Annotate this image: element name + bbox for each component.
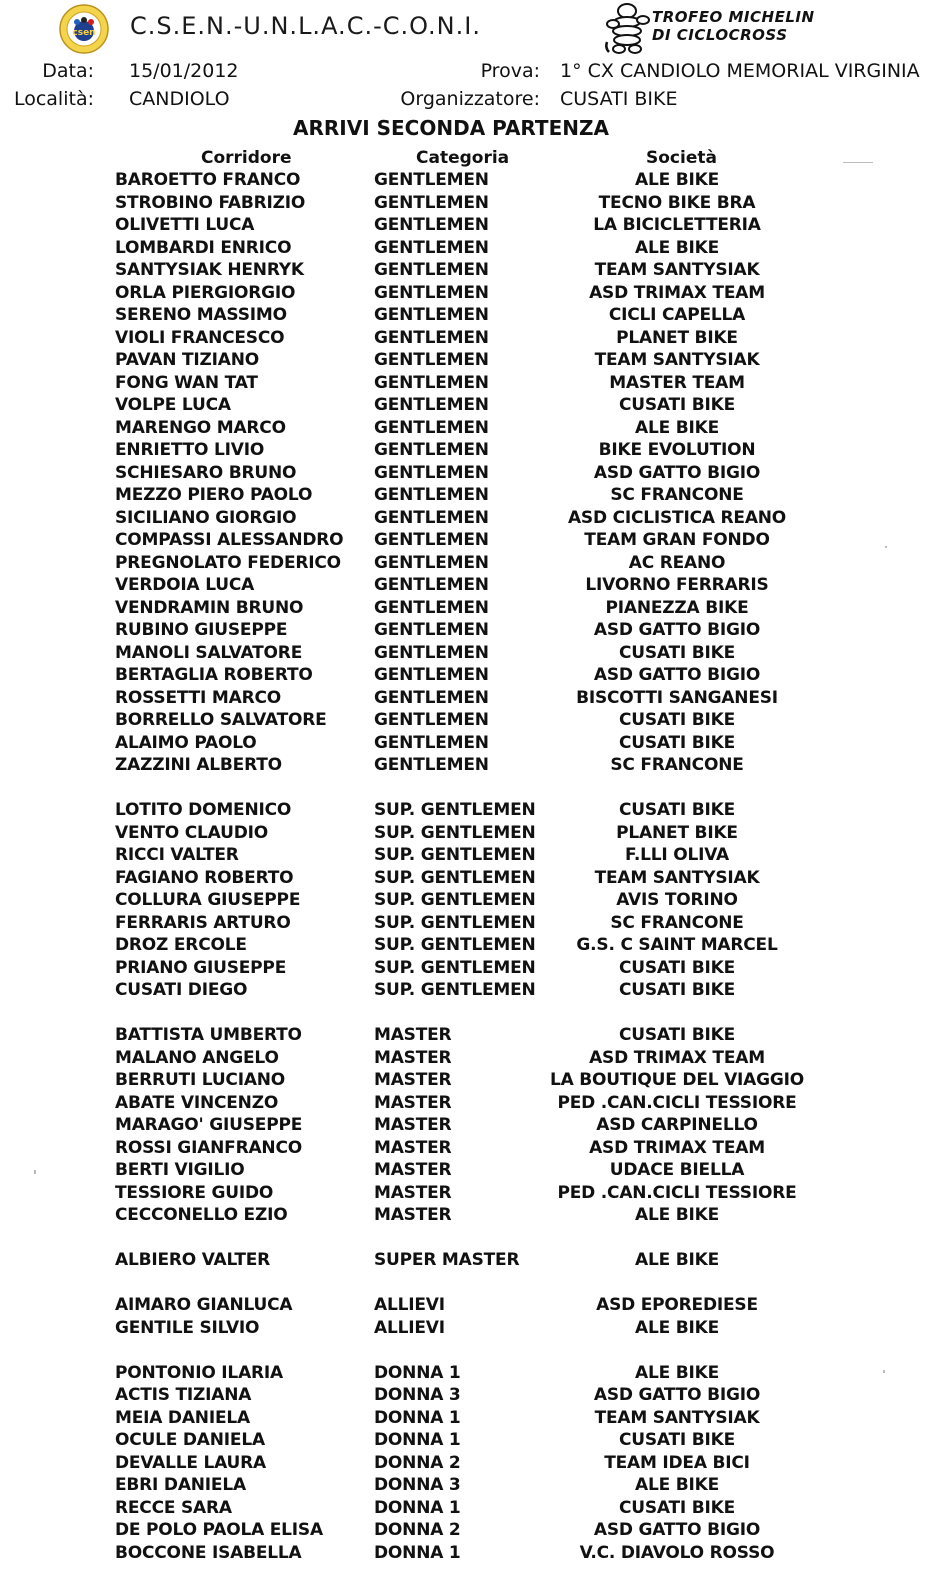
rider-team: ALE BIKE xyxy=(635,1362,719,1383)
rider-team: LA BOUTIQUE DEL VIAGGIO xyxy=(549,1070,805,1090)
rider-name: RECCE SARA xyxy=(115,1497,232,1518)
rider-category: MASTER xyxy=(374,1025,452,1045)
rider-team: ASD TRIMAX TEAM xyxy=(589,1047,765,1068)
rider-name: FERRARIS ARTURO xyxy=(115,912,291,933)
rider-name: LOMBARDI ENRICO xyxy=(115,237,292,258)
rider-name: MANOLI SALVATORE xyxy=(115,642,303,663)
table-row xyxy=(0,1318,945,1341)
rider-category: GENTLEMEN xyxy=(374,417,489,438)
rider-category: ALLIEVI xyxy=(374,1317,445,1338)
table-row xyxy=(0,868,945,891)
michelin-title xyxy=(652,8,815,44)
table-row xyxy=(0,1430,945,1453)
rider-category: GENTLEMEN xyxy=(374,282,489,303)
column-header-corridore: Corridore xyxy=(201,148,292,168)
page-title: ARRIVI SECONDA PARTENZA xyxy=(293,116,609,140)
rider-team: PIANEZZA BIKE xyxy=(605,597,749,618)
rider-category: DONNA 1 xyxy=(374,1430,461,1450)
rider-category: GENTLEMEN xyxy=(374,710,489,730)
rider-name: GENTILE SILVIO xyxy=(115,1317,260,1338)
table-row xyxy=(0,1385,945,1408)
table-row xyxy=(0,1205,945,1228)
rider-name: ENRIETTO LIVIO xyxy=(115,440,265,460)
group-spacer xyxy=(0,1340,945,1363)
rider-category: MASTER xyxy=(374,1182,452,1203)
rider-category: GENTLEMEN xyxy=(374,620,489,640)
table-row xyxy=(0,1070,945,1093)
column-header-societa: Società xyxy=(646,148,717,168)
rider-name: DEVALLE LAURA xyxy=(115,1452,266,1473)
rider-team: G.S. C SAINT MARCEL xyxy=(576,935,778,955)
rider-team: TEAM IDEA BICI xyxy=(604,1452,750,1473)
table-row xyxy=(0,1453,945,1476)
michelin-man-icon xyxy=(603,2,651,56)
rider-name: SANTYSIAK HENRYK xyxy=(115,260,304,280)
rider-team: CUSATI BIKE xyxy=(618,710,736,730)
rider-name: ABATE VINCENZO xyxy=(115,1092,279,1113)
table-row xyxy=(0,688,945,711)
rider-name: FONG WAN TAT xyxy=(115,372,258,393)
rider-team: BISCOTTI SANGANESI xyxy=(576,687,778,708)
rider-team: TEAM SANTYSIAK xyxy=(594,350,760,370)
rider-category: GENTLEMEN xyxy=(374,372,489,393)
table-row xyxy=(0,823,945,846)
rider-name: BERTAGLIA ROBERTO xyxy=(115,665,313,685)
rider-team: V.C. DIAVOLO ROSSO xyxy=(579,1542,775,1563)
rider-category: GENTLEMEN xyxy=(374,260,489,280)
rider-team: TEAM SANTYSIAK xyxy=(594,867,760,888)
table-row xyxy=(0,395,945,418)
rider-category: GENTLEMEN xyxy=(374,350,489,370)
rider-team: SC FRANCONE xyxy=(610,755,744,775)
rider-category: MASTER xyxy=(374,1070,452,1090)
table-row xyxy=(0,1048,945,1071)
table-row xyxy=(0,800,945,823)
org-title: C.S.E.N.-U.N.L.A.C.-C.O.N.I. xyxy=(130,12,481,40)
rider-name: VENDRAMIN BRUNO xyxy=(115,597,304,618)
table-row xyxy=(0,1160,945,1183)
rider-category: ALLIEVI xyxy=(374,1295,445,1315)
rider-category: GENTLEMEN xyxy=(374,305,489,325)
table-row xyxy=(0,328,945,351)
rider-category: GENTLEMEN xyxy=(374,170,489,190)
rider-name: DROZ ERCOLE xyxy=(115,935,247,955)
rider-team: ALE BIKE xyxy=(635,1250,719,1270)
table-row xyxy=(0,418,945,441)
localita-value: CANDIOLO xyxy=(129,88,230,110)
rider-category: DONNA 1 xyxy=(374,1497,461,1518)
table-row xyxy=(0,530,945,553)
rider-category: GENTLEMEN xyxy=(374,732,489,753)
rider-team: CUSATI BIKE xyxy=(618,642,736,663)
rider-name: MALANO ANGELO xyxy=(115,1047,279,1068)
rider-team: LIVORNO FERRARIS xyxy=(585,575,769,595)
rider-team: ALE BIKE xyxy=(635,170,719,190)
rider-name: SICILIANO GIORGIO xyxy=(115,507,297,528)
rider-name: MARAGO' GIUSEPPE xyxy=(115,1115,303,1135)
rider-team: LA BICICLETTERIA xyxy=(593,215,761,235)
rider-team: TECNO BIKE BRA xyxy=(598,192,756,213)
rider-category: DONNA 2 xyxy=(374,1520,461,1540)
rider-team: CUSATI BIKE xyxy=(618,732,736,753)
table-row xyxy=(0,1025,945,1048)
rider-team: PLANET BIKE xyxy=(616,822,738,843)
rider-category: SUP. GENTLEMEN xyxy=(374,890,536,910)
rider-team: ALE BIKE xyxy=(635,1205,719,1225)
rider-name: MARENGO MARCO xyxy=(115,417,286,438)
rider-name: PONTONIO ILARIA xyxy=(115,1362,283,1383)
table-row xyxy=(0,755,945,778)
rider-name: DE POLO PAOLA ELISA xyxy=(115,1520,323,1540)
rider-team: F.LLI OLIVA xyxy=(624,845,730,865)
rider-name: VENTO CLAUDIO xyxy=(115,822,268,843)
rider-name: OCULE DANIELA xyxy=(115,1430,265,1450)
rider-name: SERENO MASSIMO xyxy=(115,305,287,325)
csen-logo-icon xyxy=(55,4,113,54)
table-row xyxy=(0,643,945,666)
rider-team: TEAM SANTYSIAK xyxy=(594,1407,760,1428)
rider-team: AVIS TORINO xyxy=(616,890,738,910)
rider-category: GENTLEMEN xyxy=(374,192,489,213)
table-row xyxy=(0,1475,945,1498)
table-row xyxy=(0,215,945,238)
rider-team: ASD GATTO BIGIO xyxy=(593,620,761,640)
rider-name: SCHIESARO BRUNO xyxy=(115,462,297,483)
organizzatore-label: Organizzatore: xyxy=(400,88,540,110)
rider-category: SUP. GENTLEMEN xyxy=(374,957,536,978)
rider-category: GENTLEMEN xyxy=(374,530,489,550)
rider-name: ROSSETTI MARCO xyxy=(115,687,281,708)
rider-name: CUSATI DIEGO xyxy=(115,980,248,1000)
table-row xyxy=(0,553,945,576)
rider-team: ASD TRIMAX TEAM xyxy=(589,1137,765,1158)
rider-name: FAGIANO ROBERTO xyxy=(115,867,294,888)
table-row xyxy=(0,710,945,733)
rider-category: GENTLEMEN xyxy=(374,395,489,415)
rider-team: CUSATI BIKE xyxy=(618,957,736,978)
rider-name: CECCONELLO EZIO xyxy=(115,1205,288,1225)
table-row xyxy=(0,1543,945,1566)
rider-team: SC FRANCONE xyxy=(610,485,744,505)
rider-team: CUSATI BIKE xyxy=(618,1025,736,1045)
rider-team: ASD TRIMAX TEAM xyxy=(589,282,765,303)
rider-name: PAVAN TIZIANO xyxy=(115,350,260,370)
rider-category: MASTER xyxy=(374,1115,452,1135)
rider-name: BAROETTO FRANCO xyxy=(115,170,301,190)
rider-category: GENTLEMEN xyxy=(374,440,489,460)
table-row xyxy=(0,485,945,508)
rider-name: ZAZZINI ALBERTO xyxy=(115,755,282,775)
table-row xyxy=(0,1498,945,1521)
table-row xyxy=(0,305,945,328)
rider-category: GENTLEMEN xyxy=(374,462,489,483)
rider-team: ASD GATTO BIGIO xyxy=(593,1385,761,1405)
rider-name: BORRELLO SALVATORE xyxy=(115,710,327,730)
rider-team: CUSATI BIKE xyxy=(618,1497,736,1518)
rider-name: ALAIMO PAOLO xyxy=(115,732,257,753)
table-row xyxy=(0,350,945,373)
rider-team: UDACE BIELLA xyxy=(609,1160,745,1180)
rider-category: SUP. GENTLEMEN xyxy=(374,800,536,820)
table-row xyxy=(0,260,945,283)
rider-name: VERDOIA LUCA xyxy=(115,575,255,595)
table-row xyxy=(0,1138,945,1161)
rider-name: BERTI VIGILIO xyxy=(115,1160,245,1180)
rider-team: PED .CAN.CICLI TESSIORE xyxy=(557,1092,797,1113)
rider-name: TESSIORE GUIDO xyxy=(115,1182,274,1203)
rider-team: ALE BIKE xyxy=(635,237,719,258)
rider-name: COMPASSI ALESSANDRO xyxy=(115,530,344,550)
rider-category: GENTLEMEN xyxy=(374,665,489,685)
table-row xyxy=(0,1520,945,1543)
rider-team: ASD GATTO BIGIO xyxy=(593,1520,761,1540)
rider-category: GENTLEMEN xyxy=(374,507,489,528)
data-value: 15/01/2012 xyxy=(129,60,239,82)
rider-name: BOCCONE ISABELLA xyxy=(115,1542,302,1563)
michelin-line-2: DI CICLOCROSS xyxy=(652,26,788,44)
table-row xyxy=(0,283,945,306)
rider-name: LOTITO DOMENICO xyxy=(115,800,292,820)
table-row xyxy=(0,980,945,1003)
prova-value: 1° CX CANDIOLO MEMORIAL VIRGINIA xyxy=(560,60,920,82)
group-spacer xyxy=(0,1273,945,1296)
rider-category: SUPER MASTER xyxy=(374,1250,520,1270)
rider-name: PREGNOLATO FEDERICO xyxy=(115,552,341,573)
rider-team: TEAM GRAN FONDO xyxy=(584,530,770,550)
rider-name: ALBIERO VALTER xyxy=(115,1250,271,1270)
table-row xyxy=(0,373,945,396)
rider-team: CUSATI BIKE xyxy=(618,980,736,1000)
table-row xyxy=(0,733,945,756)
rider-name: RUBINO GIUSEPPE xyxy=(115,620,288,640)
rider-team: ALE BIKE xyxy=(635,417,719,438)
table-row xyxy=(0,463,945,486)
rider-team: CICLI CAPELLA xyxy=(608,305,746,325)
rider-category: GENTLEMEN xyxy=(374,327,489,348)
rider-name: COLLURA GIUSEPPE xyxy=(115,890,301,910)
rider-team: ASD CICLISTICA REANO xyxy=(567,507,787,528)
table-row xyxy=(0,598,945,621)
table-row xyxy=(0,665,945,688)
rider-category: SUP. GENTLEMEN xyxy=(374,912,536,933)
rider-category: GENTLEMEN xyxy=(374,215,489,235)
table-row xyxy=(0,845,945,868)
column-header-categoria: Categoria xyxy=(416,148,510,168)
rider-team: MASTER TEAM xyxy=(609,372,745,393)
table-row xyxy=(0,193,945,216)
table-row xyxy=(0,1363,945,1386)
rider-team: ASD CARPINELLO xyxy=(596,1115,758,1135)
rider-category: DONNA 3 xyxy=(374,1475,461,1495)
rider-team: ALE BIKE xyxy=(635,1475,719,1495)
rider-name: ORLA PIERGIORGIO xyxy=(115,282,296,303)
michelin-line-1: TROFEO MICHELIN xyxy=(652,8,815,26)
prova-label: Prova: xyxy=(480,60,540,82)
rider-team: CUSATI BIKE xyxy=(618,1430,736,1450)
rider-name: AIMARO GIANLUCA xyxy=(115,1295,293,1315)
rider-team: BIKE EVOLUTION xyxy=(598,440,756,460)
rider-team: CUSATI BIKE xyxy=(618,395,736,415)
rider-team: ASD EPOREDIESE xyxy=(596,1295,758,1315)
rider-name: EBRI DANIELA xyxy=(115,1475,246,1495)
rider-category: DONNA 1 xyxy=(374,1407,461,1428)
rider-name: VIOLI FRANCESCO xyxy=(115,327,285,348)
table-row xyxy=(0,935,945,958)
rider-category: MASTER xyxy=(374,1137,452,1158)
rider-team: SC FRANCONE xyxy=(610,912,744,933)
rider-category: SUP. GENTLEMEN xyxy=(374,867,536,888)
rider-category: DONNA 1 xyxy=(374,1362,461,1383)
rider-category: DONNA 2 xyxy=(374,1452,461,1473)
rider-team: ASD GATTO BIGIO xyxy=(593,665,761,685)
rider-category: SUP. GENTLEMEN xyxy=(374,822,536,843)
rider-team: AC REANO xyxy=(628,552,726,573)
rider-category: MASTER xyxy=(374,1047,452,1068)
rider-category: DONNA 1 xyxy=(374,1542,461,1563)
rider-name: MEIA DANIELA xyxy=(115,1407,250,1428)
group-spacer xyxy=(0,1003,945,1026)
rider-name: OLIVETTI LUCA xyxy=(115,215,255,235)
rider-category: GENTLEMEN xyxy=(374,687,489,708)
table-row xyxy=(0,1183,945,1206)
rider-category: GENTLEMEN xyxy=(374,485,489,505)
rider-category: GENTLEMEN xyxy=(374,642,489,663)
rider-category: GENTLEMEN xyxy=(374,597,489,618)
rider-team: TEAM SANTYSIAK xyxy=(594,260,760,280)
data-label: Data: xyxy=(42,60,94,82)
rider-category: MASTER xyxy=(374,1092,452,1113)
rider-team: ASD GATTO BIGIO xyxy=(593,462,761,483)
table-row xyxy=(0,1250,945,1273)
rider-category: SUP. GENTLEMEN xyxy=(374,845,536,865)
localita-label: Località: xyxy=(13,88,94,110)
rider-category: MASTER xyxy=(374,1205,452,1225)
svg-text:csen: csen xyxy=(72,28,96,38)
table-row xyxy=(0,620,945,643)
rider-category: GENTLEMEN xyxy=(374,237,489,258)
group-spacer xyxy=(0,1228,945,1251)
table-row xyxy=(0,1295,945,1318)
rider-name: MEZZO PIERO PAOLO xyxy=(115,485,313,505)
rider-name: BERRUTI LUCIANO xyxy=(115,1070,286,1090)
organizzatore-value: CUSATI BIKE xyxy=(560,88,678,110)
rider-name: ACTIS TIZIANA xyxy=(115,1385,252,1405)
rider-name: PRIANO GIUSEPPE xyxy=(115,957,287,978)
rider-category: GENTLEMEN xyxy=(374,552,489,573)
table-row xyxy=(0,1408,945,1431)
table-row xyxy=(0,890,945,913)
results-table xyxy=(0,170,945,1565)
table-row xyxy=(0,238,945,261)
rider-name: STROBINO FABRIZIO xyxy=(115,192,306,213)
rider-category: SUP. GENTLEMEN xyxy=(374,980,536,1000)
table-row xyxy=(0,508,945,531)
table-row xyxy=(0,1093,945,1116)
table-row xyxy=(0,575,945,598)
table-row xyxy=(0,440,945,463)
rider-name: BATTISTA UMBERTO xyxy=(115,1025,302,1045)
rider-name: ROSSI GIANFRANCO xyxy=(115,1137,302,1158)
rider-name: RICCI VALTER xyxy=(115,845,239,865)
rider-name: VOLPE LUCA xyxy=(115,395,231,415)
group-spacer xyxy=(0,778,945,801)
scan-speck xyxy=(843,162,873,163)
rider-team: PED .CAN.CICLI TESSIORE xyxy=(557,1182,797,1203)
table-row xyxy=(0,170,945,193)
rider-team: ALE BIKE xyxy=(635,1317,719,1338)
table-row xyxy=(0,958,945,981)
rider-category: DONNA 3 xyxy=(374,1385,461,1405)
rider-category: MASTER xyxy=(374,1160,452,1180)
table-row xyxy=(0,1115,945,1138)
rider-category: SUP. GENTLEMEN xyxy=(374,935,536,955)
table-row xyxy=(0,913,945,936)
rider-category: GENTLEMEN xyxy=(374,575,489,595)
rider-team: CUSATI BIKE xyxy=(618,800,736,820)
rider-category: GENTLEMEN xyxy=(374,755,489,775)
rider-team: PLANET BIKE xyxy=(616,327,738,348)
